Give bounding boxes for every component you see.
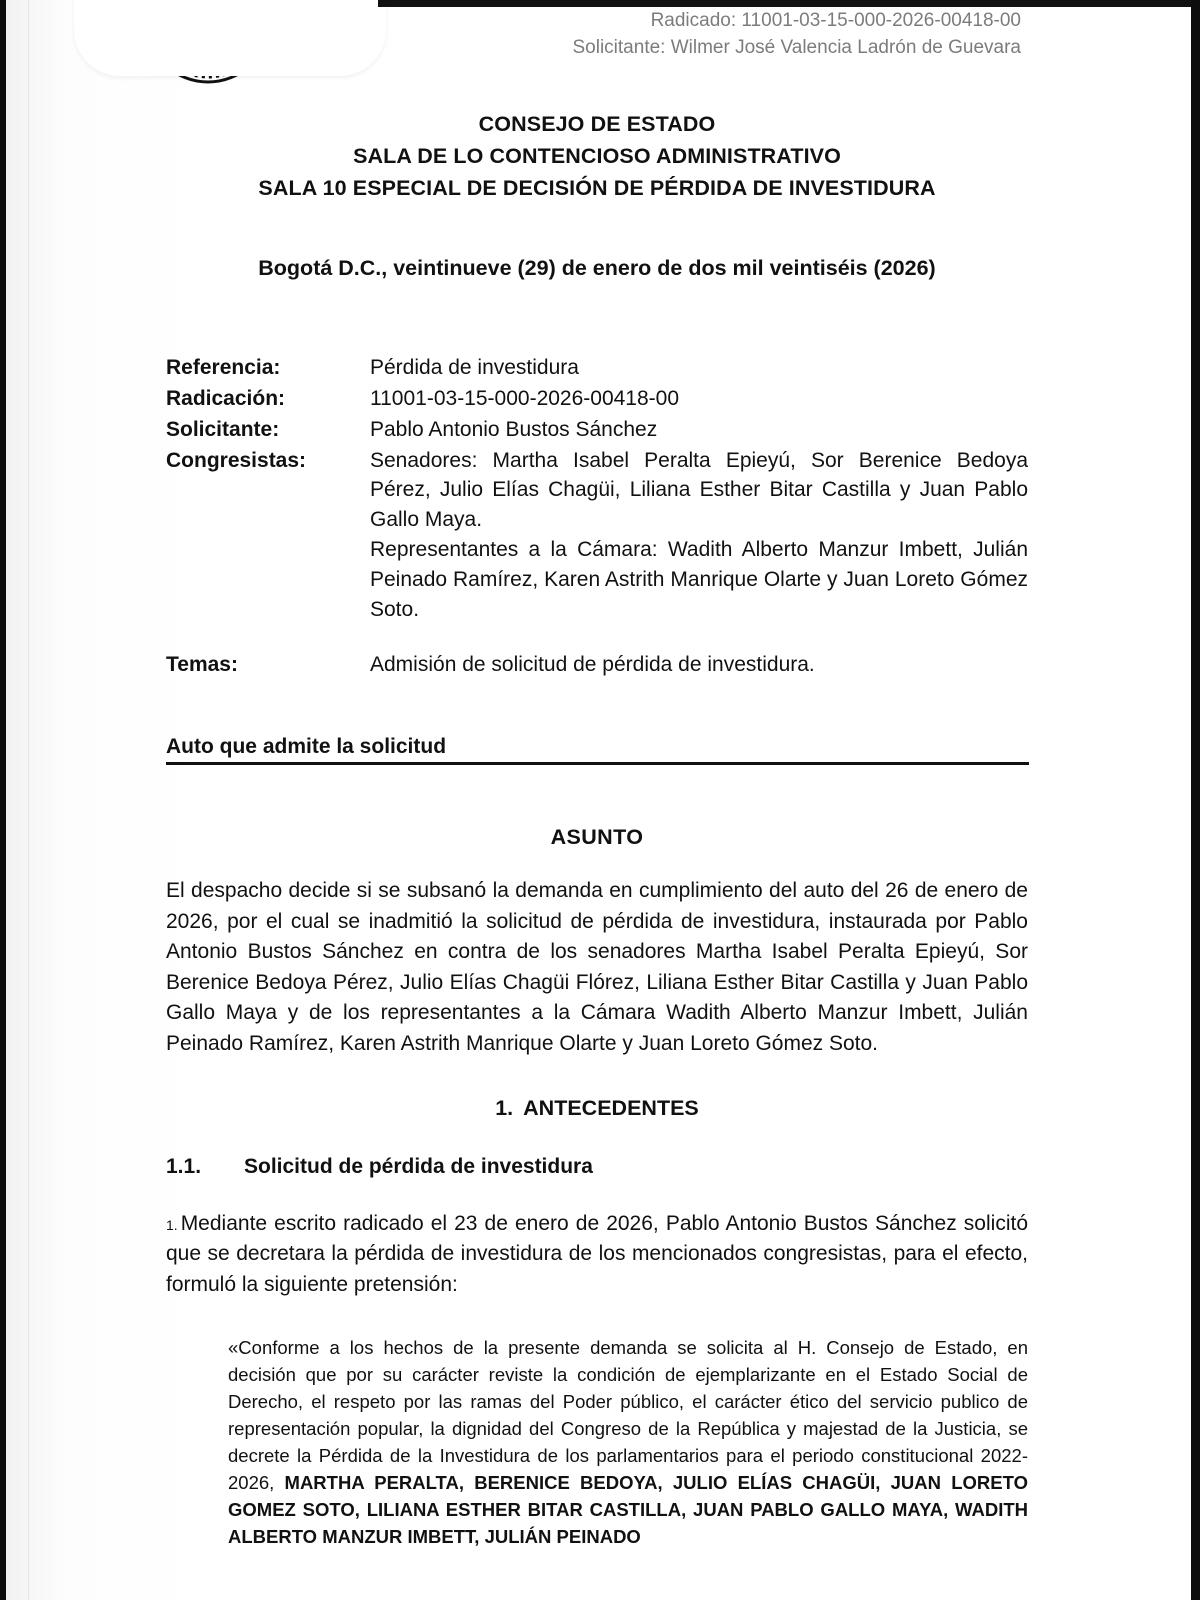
- header-solicitante: Solicitante: Wilmer José Valencia Ladrón de Guevara: [572, 36, 1021, 58]
- court-title-line-3: SALA 10 ESPECIAL DE DECISIÓN DE PÉRDIDA DE INVESTIDURA: [258, 176, 936, 201]
- reference-row-referencia: [166, 353, 1028, 383]
- running-header: [573, 8, 1022, 62]
- antecedentes-subsection-number: 1.1.: [166, 1154, 202, 1178]
- antecedentes-section-heading: [166, 1096, 1028, 1121]
- referencia-label: Referencia:: [166, 356, 281, 380]
- reference-row-solicitante: [166, 415, 1028, 445]
- solicitante-value: Pablo Antonio Bustos Sánchez: [370, 417, 658, 441]
- congresistas-label: Congresistas:: [166, 448, 307, 472]
- antecedentes-section-title: ANTECEDENTES: [523, 1095, 699, 1120]
- header-radicado: Radicado: 11001-03-15-000-2026-00418-00: [650, 10, 1021, 31]
- document-page: [6, 0, 1191, 1600]
- antecedentes-subsection-title: Solicitud de pérdida de investidura: [244, 1154, 593, 1178]
- antecedentes-subsection-heading: [166, 1155, 1028, 1179]
- heading-horizontal-rule: [166, 762, 1029, 765]
- asunto-heading: ASUNTO: [550, 825, 644, 850]
- pretension-quote: [228, 1334, 1028, 1550]
- dateline: Bogotá D.C., veintinueve (29) de enero de dos mil veintiséis (2026): [258, 256, 936, 281]
- antecedentes-paragraph: [166, 1209, 1028, 1301]
- auto-admite-heading: [166, 735, 1028, 765]
- court-title-line-2: SALA DE LO CONTENCIOSO ADMINISTRATIVO: [353, 144, 841, 169]
- reference-row-congresistas: [166, 446, 1028, 625]
- antecedentes-section-number: 1.: [495, 1095, 514, 1120]
- congresistas-representantes: Representantes a la Cámara: Wadith Alberto Manzur Imbett, Julián Peinado Ramírez, Karen Astrith Manrique Olarte y Juan Loreto Gómez Soto.: [370, 537, 1028, 621]
- quote-congresista-names: MARTHA PERALTA, BERENICE BEDOYA, JULIO ELÍAS CHAGÜI, JUAN LORETO GOMEZ SOTO, LILIANA ESTHER BITAR CASTILLA, JUAN PABLO GALLO MAYA, WADITH ALBERTO MANZUR IMBETT, JULIÁN PEINADO: [228, 1472, 1028, 1548]
- radicacion-label: Radicación:: [166, 386, 286, 410]
- radicacion-value: 11001-03-15-000-2026-00418-00: [370, 386, 680, 410]
- right-bezel-strip: [1191, 0, 1200, 1600]
- temas-label: Temas:: [166, 653, 238, 677]
- quote-intro-text: «Conforme a los hechos de la presente demanda se solicita al H. Consejo de Estado, en decisión que por su carácter reviste la condición de ejemplarizante en el Estado Social de Derecho, el respeto por las ramas del Poder público, el carácter ético del servicio publico de representación popular, la dignidad del Congreso de la República y majestad de la Justicia, se decrete la Pérdida de la Investidura de los parlamentarios para el periodo constitucional 2022-2026,: [228, 1337, 1028, 1494]
- reference-row-temas: [166, 650, 1028, 680]
- paragraph-text: Mediante escrito radicado el 23 de enero de 2026, Pablo Antonio Bustos Sánchez solicitó que se decretara la pérdida de investidura de los mencionados congresistas, para el efecto, formuló la siguiente pretensión:: [166, 1211, 1028, 1296]
- solicitante-label: Solicitante:: [166, 417, 280, 441]
- referencia-value: Pérdida de investidura: [370, 356, 579, 380]
- auto-admite-heading-text: Auto que admite la solicitud: [166, 735, 447, 759]
- reference-block: [166, 353, 1028, 680]
- reference-row-radicacion: [166, 384, 1028, 414]
- page-seam: [28, 0, 29, 1600]
- temas-value: Admisión de solicitud de pérdida de investidura.: [370, 653, 815, 677]
- document-content: [166, 0, 1028, 1550]
- court-title-line-1: CONSEJO DE ESTADO: [478, 112, 716, 136]
- asunto-paragraph: El despacho decide si se subsanó la demanda en cumplimiento del auto del 26 de enero de 2026, por el cual se inadmitió la solicitud de pérdida de investidura, instaurada por Pablo Antonio Bustos Sánchez en contra de los senadores Martha Isabel Peralta Epieyú, Sor Berenice Bedoya Pérez, Julio Elías Chagüi Flórez, Liliana Esther Bitar Castilla y Juan Pablo Gallo Maya y de los representantes a la Cámara Wadith Alberto Manzur Imbett, Julián Peinado Ramírez, Karen Astrith Manrique Olarte y Juan Loreto Gómez Soto.: [166, 879, 1028, 1055]
- congresistas-value: [370, 446, 1028, 625]
- top-dark-bar: [378, 0, 1191, 7]
- court-title-block: [166, 108, 1028, 204]
- left-bezel-strip: [0, 0, 6, 1600]
- congresistas-senadores: Senadores: Martha Isabel Peralta Epieyú, Sor Berenice Bedoya Pérez, Julio Elías Chagüi, Liliana Esther Bitar Castilla y Juan Pablo Gallo Maya.: [370, 448, 1028, 532]
- paragraph-number: 1.: [166, 1216, 178, 1233]
